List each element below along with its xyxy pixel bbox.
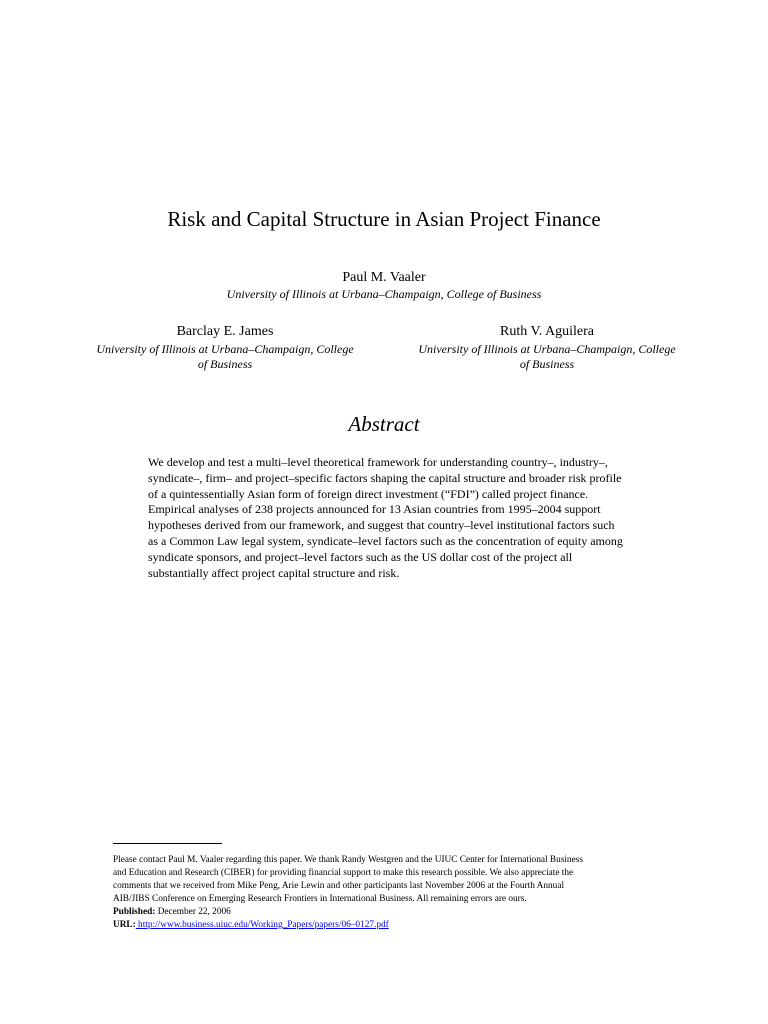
author-block-left: [80, 323, 370, 372]
footnote-divider: [113, 843, 222, 844]
paper-title: Risk and Capital Structure in Asian Project Finance: [167, 207, 601, 231]
author-affiliation-line: University of Illinois at Urbana–Champaign, College: [96, 342, 354, 356]
footnote-line: AIB/JIBS Conference on Emerging Research Frontiers in International Business. All remaining errors are ours.: [113, 894, 527, 904]
url-label: URL:: [113, 920, 136, 930]
author-affiliation-line: of Business: [519, 357, 575, 371]
url-line: [113, 919, 658, 932]
author-affiliation-line: of Business: [197, 357, 253, 371]
author-affiliation-line: University of Illinois at Urbana–Champaign, College: [418, 342, 676, 356]
published-date: December 22, 2006: [155, 907, 231, 917]
abstract-text: We develop and test a multi–level theoretical framework for understanding country–, industry–, syndicate–, firm– and project–specific factors shaping the capital structure and broader risk profile of a quintessentially Asian form of foreign direct investment (“FDI”) called project finance. Empirical analyses of 238 projects announced for 13 Asian countries from 1995–2004 support hypotheses derived from our framework, and suggest that country–level institutional factors such as a Common Law legal system, syndicate–level factors such as the concentration of equity among syndicate sponsors, and project–level factors such as the US dollar cost of the project all substantially affect project capital structure and risk.: [148, 455, 623, 580]
footnote: [113, 854, 658, 932]
published-label: Published:: [113, 907, 156, 917]
author-affiliation: University of Illinois at Urbana–Champaign, College of Business: [226, 287, 542, 301]
author-name: Ruth V. Aguilera: [500, 324, 594, 339]
author-block-primary: [0, 269, 768, 302]
footnote-line: comments that we received from Mike Peng, Arie Lewin and other participants last November 2006 at the Fourth Annual: [113, 881, 565, 891]
published-line: [113, 906, 658, 919]
footnote-line: Please contact Paul M. Vaaler regarding this paper. We thank Randy Westgren and the UIUC Center for International Business: [113, 855, 583, 865]
abstract-heading: Abstract: [348, 412, 420, 436]
author-name: Paul M. Vaaler: [342, 270, 426, 285]
author-name: Barclay E. James: [176, 324, 274, 339]
author-block-right: [402, 323, 692, 372]
paper-url-link[interactable]: http://www.business.uiuc.edu/Working_Papers/papers/06–0127.pdf: [135, 920, 389, 930]
footnote-line: and Education and Research (CIBER) for providing financial support to make this research possible. We also appreciate the: [113, 868, 574, 878]
